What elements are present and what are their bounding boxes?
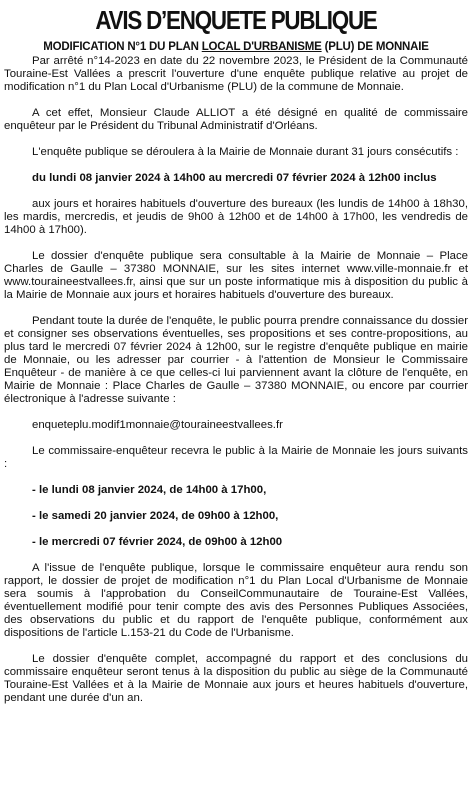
enquete-dates: du lundi 08 janvier 2024 à 14h00 au mercredi 07 février 2024 à 12h00 inclus bbox=[32, 172, 437, 184]
paragraph-consultation: Le dossier d'enquête complet, accompagné du rapport et des conclusions du commissaire enquêteur seront tenus à la disposition du public au siège de la Communauté Touraine-Est Vallées et à la Mairie de Monnaie aux jours et heures habituels d'ouverture, pendant une durée d'un an. bbox=[4, 653, 468, 704]
paragraph-observations: Pendant toute la durée de l'enquête, le public pourra prendre connaissance du dossier et consigner ses observations éventuelles, ses propositions et ses contre-propositions, au plus tard le mercredi 07 février 2024 à 12h00, sur le registre d'enquête publique en mairie de Monnaie, ou les adresser par courrier - à l'attention de Monsieur le Commissaire Enquêteur - de manière à ce que celles-ci lui parviennent avant la clôture de l'enquête, en Mairie de Monnaie : Place Charles de Gaulle – 37380 MONNAIE, ou encore par courrier électronique à l'adresse suivante : bbox=[4, 315, 468, 405]
paragraph-dossier: Le dossier d'enquête publique sera consultable à la Mairie de Monnaie – Place Charles de Gaulle – 37380 MONNAIE, sur les sites internet www.ville-monnaie.fr et www.touraineestvallees.fr, ainsi que sur un poste informatique mis à disposition du public à la Mairie de Monnaie aux jours et horaires habituels d'ouverture des bureaux. bbox=[4, 250, 468, 301]
permanence-2: - le samedi 20 janvier 2024, de 09h00 à 12h00, bbox=[32, 510, 279, 522]
paragraph-approbation: A l'issue de l'enquête publique, lorsque le commissaire enquêteur aura rendu son rapport, le dossier de projet de modification n°1 du Plan Local d'Urbanisme de Monnaie sera soumis à l'approbation du ConseilCommunautaire de Touraine-Est Vallées, éventuellement modifié pour tenir compte des avis des Personnes Publiques Associées, des observations du public et du rapport de l'enquête publique, conformément aux dispositions de l'article L.153-21 du Code de l'Urbanisme. bbox=[4, 562, 468, 639]
paragraph-permanences: Le commissaire-enquêteur recevra le public à la Mairie de Monnaie les jours suivants : bbox=[4, 445, 468, 470]
subtitle-underlined: LOCAL D'URBANISME bbox=[201, 41, 322, 53]
paragraph-duree: L'enquête publique se déroulera à la Mairie de Monnaie durant 31 jours consécutifs : bbox=[32, 146, 459, 158]
subtitle-part-1: MODIFICATION N°1 DU PLAN bbox=[43, 41, 202, 53]
notice-title: AVIS D’ENQUETE PUBLIQUE bbox=[95, 5, 377, 35]
notice-subtitle bbox=[4, 41, 468, 54]
permanence-3: - le mercredi 07 février 2024, de 09h00 à 12h00 bbox=[32, 536, 283, 548]
contact-email: enqueteplu.modif1monnaie@touraineestvallees.fr bbox=[32, 419, 283, 431]
paragraph-arrete: Par arrêté n°14-2023 en date du 22 novembre 2023, le Président de la Communauté Touraine-Est Vallées a prescrit l'ouverture d'une enquête publique relative au projet de modification n°1 du Plan Local d'Urbanisme (PLU) de la commune de Monnaie. bbox=[4, 55, 468, 93]
paragraph-commissaire: A cet effet, Monsieur Claude ALLIOT a été désigné en qualité de commissaire enquêteur par le Président du Tribunal Administratif d'Orléans. bbox=[4, 107, 468, 132]
paragraph-horaires: aux jours et horaires habituels d'ouverture des bureaux (les lundis de 14h00 à 18h30, les mardis, mercredis, et jeudis de 9h00 à 12h00 et de 14h00 à 17h00, les vendredis de 14h00 à 17h00). bbox=[4, 198, 468, 236]
subtitle-part-2: (PLU) DE MONNAIE bbox=[321, 41, 429, 53]
permanence-1: - le lundi 08 janvier 2024, de 14h00 à 17h00, bbox=[32, 484, 267, 496]
